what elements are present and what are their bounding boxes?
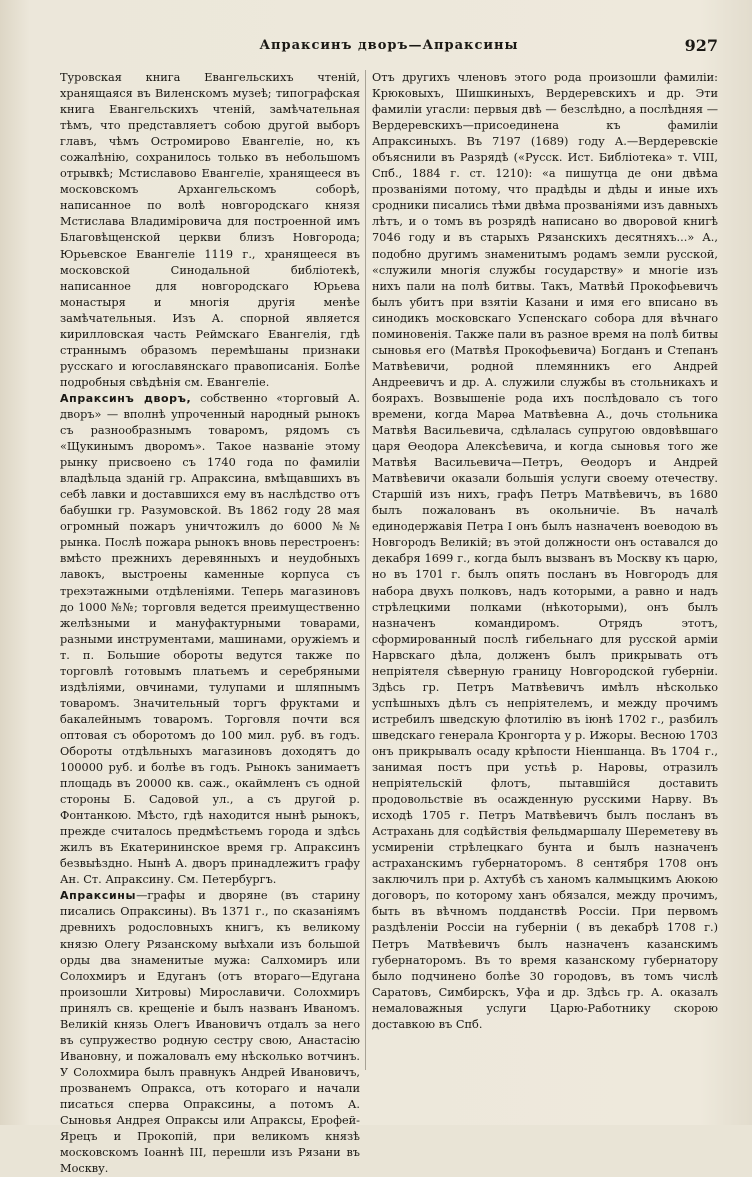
left-column bbox=[60, 70, 360, 1176]
entry-text: Отъ другихъ членовъ этого рода произошли фамиліи: Крюковыхъ, Шишкиныхъ, Вердеревскихъ и др. Эти фамиліи угасли: первыя двѣ — безслѣдно, а послѣдняя — Вердеревскихъ—присоединена къ фамиліи Апраксиныхъ. Въ 7197 (1689) году А.—Вердеревскіе объяснили въ Разрядѣ («Русск. Ист. Библіотека» т. VIII, Спб., 1884 г. ст. 1210): «а пишутца де они двѣма прозваніями потому, что прадѣды и дѣды и иные ихъ сродники писались тѣми двѣма прозваніями изъ давныхъ лѣтъ, и о томъ въ розрядѣ написано во дворовой книгѣ 7046 году и въ старыхъ Рязанскихъ десятняхъ...» А., подобно другимъ знаменитымъ родамъ земли русской, «служили многія службы государству» и многіе изъ нихъ пали на полѣ битвы. Такъ, Матвѣй Прокофьевичъ былъ убитъ при взятіи Казани и имя его вписано въ синодикъ московскаго Успенскаго собора для вѣчнаго поминовенія. Также пали въ разное время на полѣ битвы сыновья его (Матвѣя Прокофьевича) Богданъ и Степанъ Матвѣевичи, родной племянникъ его Андрей Андреевичъ и др. А. служили службы въ стольникахъ и боярахъ. Возвышеніе рода ихъ послѣдовало съ того времени, когда Марѳа Матвѣевна А., дочь стольника Матвѣя Васильевича, сдѣлалась супругою овдовѣвшаго царя Ѳеодора Алексѣевича, и когда сыновья того же Матвѣя Васильевича—Петръ, Ѳеодоръ и Андрей Матвѣевичи оказали большія услуги своему отечеству. Старшій изъ нихъ, графъ Петръ Матвѣевичъ, въ 1680 былъ пожалованъ въ окольничіе. Въ началѣ единодержавія Петра I онъ былъ назначенъ воеводою въ Новгородъ Великій; въ этой должности онъ оставался до декабря 1699 г., когда былъ вызванъ въ Москву къ царю, но въ 1701 г. былъ опять посланъ въ Новгородъ для набора двухъ полковъ, надъ которыми, а равно и надъ стрѣлецкими полками (нѣкоторыми), онъ былъ назначенъ командиромъ. Отрядъ этотъ, сформированный послѣ гибельнаго для русской арміи Нарвскаго дѣла, долженъ былъ прикрывать отъ непріятеля сѣверную границу Новгородской губерніи. Здѣсь гр. Петръ Матвѣевичъ имѣлъ нѣсколько успѣшныхъ дѣлъ съ непріятелемъ, и между прочимъ истребилъ шведскую флотилію въ іюнѣ 1702 г., разбилъ шведскаго генерала Кронгорта у р. Ижоры. Весною 1703 онъ прикрывалъ осаду крѣпости Ніеншанца. Въ 1704 г., занимая постъ при устьѣ р. Наровы, отразилъ непріятельскій флотъ, пытавшійся доставить продовольствіе въ осажденную русскими Нарву. Въ исходѣ 1705 г. Петръ Матвѣевичъ былъ посланъ въ Астрахань для содѣйствія фельдмаршалу Шереметеву въ усмиреніи стрѣлецкаго бунта и былъ назначенъ астраханскимъ губернаторомъ. 8 сентября 1708 онъ заключилъ при р. Ахтубѣ съ ханомъ калмыцкимъ Аюкою договоръ, по которому ханъ обязался, между прочимъ, быть въ вѣчномъ подданствѣ Россіи. При первомъ раздѣленіи Россіи на губерніи ( въ декабрѣ 1708 г.) Петръ Матвѣевичъ былъ назначенъ казанскимъ губернаторомъ. Въ то время казанскому губернатору было подчинено болѣе 30 городовъ, въ томъ числѣ Саратовъ, Симбирскъ, Уфа и др. Здѣсь гр. А. оказалъ немаловажныя услуги Царю-Работнику скорою доставкою въ Спб. bbox=[372, 71, 718, 1031]
entry-apraksin-dvor bbox=[60, 391, 360, 888]
page-header bbox=[60, 38, 718, 60]
right-column bbox=[372, 70, 718, 1105]
entry-apraksiny bbox=[60, 888, 360, 1177]
entry-text: —графы и дворяне (въ старину писались Опраксины). Въ 1371 г., по сказаніямъ древнихъ родословныхъ книгъ, къ великому князю Олегу Рязанскому выѣхали изъ большой орды два знаменитые мужа: Салхомиръ или Солохмиръ и Едуганъ (отъ втораго—Едугана произошли Хитровы) Мирославичи. Солохмиръ принялъ св. крещеніе и былъ названъ Иваномъ. Великій князь Олегъ Ивановичъ отдалъ за него въ супружество родную сестру свою, Анастасію Ивановну, и пожаловалъ ему нѣсколько вотчинъ. У Солохмира былъ правнукъ Андрей Ивановичъ, прозванемъ Опракса, отъ котораго и начали писаться сперва Опраксины, а потомъ А. Сыновья Андрея Опраксы или Апраксы, Ерофей-Ярецъ и Прокопій, при великомъ князѣ московскомъ Іоаннѣ III, перешли изъ Рязани въ Москву. bbox=[60, 889, 360, 1176]
entry-apraksiny-continuation bbox=[372, 70, 718, 1033]
entry-text: собственно «торговый А. дворъ» — вполнѣ упроченный народный рынокъ съ разнообразнымъ товаромъ, рядомъ съ «Щукинымъ дворомъ». Такое названіе этому рынку присвоено съ 1740 года по фамиліи владѣльца зданій гр. Апраксина, вмѣщавшихъ въ себѣ лавки и доставшихся ему въ наслѣдство отъ бабушки гр. Разумовской. Въ 1862 году 28 мая огромный пожаръ уничтожилъ до 6000 №№ рынка. Послѣ пожара рынокъ вновь перестроенъ: вмѣсто прежнихъ деревянныхъ и неудобныхъ лавокъ, выстроены каменные корпуса съ трехэтажными отдѣленіями. Теперь магазиновъ до 1000 №№; торговля ведется преимущественно желѣзными и мануфактурными товарами, разными инструментами, машинами, оружіемъ и т. п. Большие обороты ведутся также по торговлѣ готовымъ платьемъ и серебряными издѣліями, овчинами, тулупами и шляпнымъ товаромъ. Значительный торгъ фруктами и бакалейнымъ товаромъ. Торговля почти вся оптовая съ оборотомъ до 100 мил. руб. въ годъ. Обороты отдѣльныхъ магазиновъ доходятъ до 100000 руб. и болѣе въ годъ. Рынокъ занимаетъ площадь въ 20000 кв. саж., окаймленъ съ одной стороны Б. Садовой ул., а съ другой р. Фонтанкою. Мѣсто, гдѣ находится нынѣ рынокъ, прежде считалось предмѣстьемъ города и здѣсь жилъ въ Екатерининское время гр. Апраксинъ безвыѣздно. Нынѣ А. дворъ принадлежитъ графу Ан. Ст. Апраксину. См. Петербургъ. bbox=[60, 391, 360, 887]
headword-apraksin-dvor: Апраксинъ дворъ, bbox=[60, 391, 192, 405]
paragraph-text: Туровская книга Евангельскихъ чтеній, хранящаяся въ Виленскомъ музеѣ; типографская книга Евангельскихъ чтеній, замѣчательная тѣмъ, что представляетъ собою другой выборъ главъ, чѣмъ Остромирово Евангеліе, но, къ сожалѣнію, сохранилось только въ небольшомъ отрывкѣ; Мстиславово Евангеліе, хранящееся въ московскомъ Архангельскомъ соборѣ, написанное по волѣ новгородскаго князя Мстислава Владиміровича для построенной имъ Благовѣщенской церкви близъ Новгорода; Юрьевское Евангеліе 1119 г., хранящееся въ московской Синодальной библіотекѣ, написанное для новгородскаго Юрьева монастыря и многія другія менѣе замѣчательныя. Изъ А. спорной является кирилловская часть Реймскаго Евангелія, гдѣ страннымъ образомъ перемѣшаны признаки русскаго и югославянскаго правописанія. Болѣе подробныя свѣдѣнія см. Евангеліе. bbox=[60, 71, 360, 389]
running-title: Апраксинъ дворъ—Апраксины bbox=[259, 38, 519, 53]
headword-apraksiny: Апраксины bbox=[60, 889, 137, 903]
page-number: 927 bbox=[684, 36, 718, 55]
paragraph-gospel-continuation bbox=[60, 70, 360, 391]
column-divider bbox=[365, 70, 366, 1070]
